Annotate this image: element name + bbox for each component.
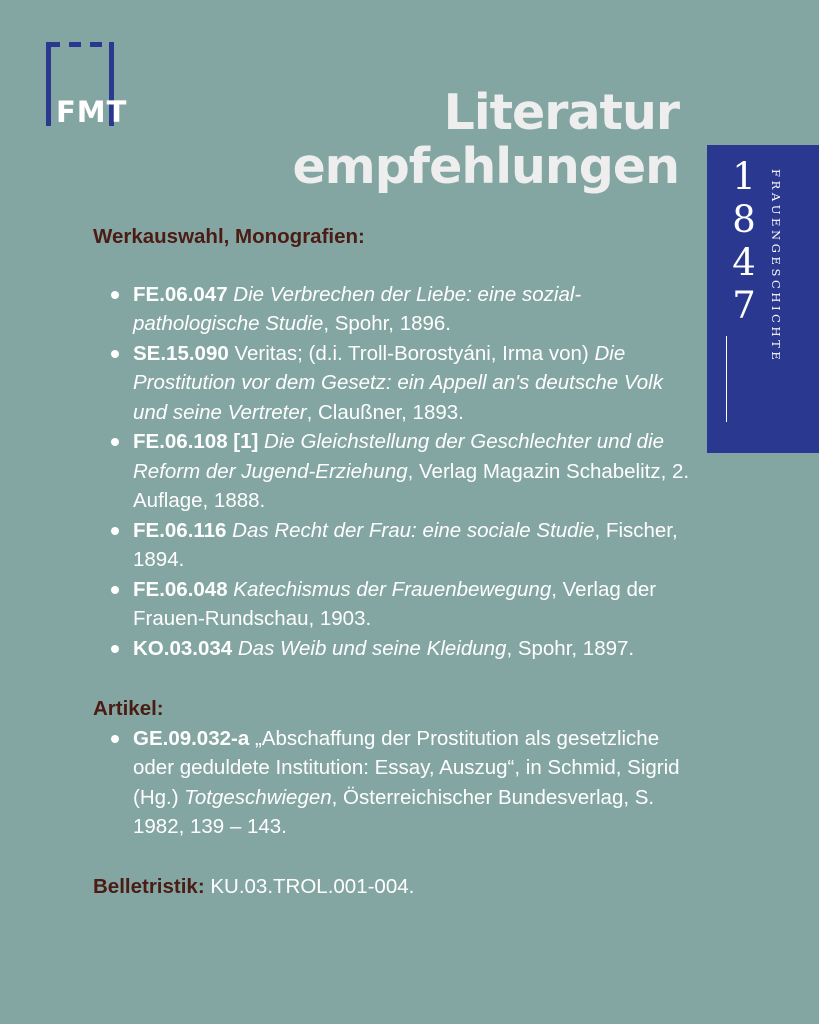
item-publication: , Verlag der Frauen-Rundschau, 1903.	[133, 577, 657, 630]
item-code: FE.06.108 [1]	[133, 430, 259, 453]
item-code: GE.09.032-a	[133, 726, 250, 750]
list-item	[93, 575, 693, 634]
logo-dash	[69, 42, 81, 47]
side-panel	[707, 145, 819, 453]
list-item	[93, 427, 693, 516]
belletristik-value: KU.03.TROL.001-004.	[210, 874, 415, 898]
artikel-list	[93, 724, 693, 842]
title-line-1: Literatur	[443, 84, 679, 141]
year-divider-line	[726, 336, 727, 422]
item-title: Das Weib und seine Kleidung	[237, 636, 507, 660]
fmt-logo	[46, 42, 128, 132]
item-code: FE.06.048	[133, 577, 228, 601]
item-code: FE.06.047	[133, 282, 228, 306]
list-item	[93, 724, 693, 842]
list-item	[93, 280, 693, 339]
belletristik-line	[93, 872, 693, 902]
item-publication: , Fischer, 1894.	[133, 518, 678, 571]
year-digit: 1	[732, 155, 756, 198]
logo-dash	[48, 42, 60, 47]
list-item	[93, 516, 693, 575]
item-title: Die Verbrechen der Liebe: eine sozial-pathologische Studie	[133, 282, 582, 335]
year-digit: 7	[732, 284, 756, 327]
item-publication: , Spohr, 1897.	[506, 636, 635, 660]
year-digit: 8	[732, 198, 756, 241]
item-publication: , Österreichischer Bundesverlag, S. 1982, 139 – 143.	[133, 785, 655, 838]
logo-dash	[90, 42, 102, 47]
item-title: Katechismus der Frauenbewegung	[233, 577, 552, 601]
artikel-heading: Artikel:	[93, 697, 164, 720]
logo-text: FMT	[56, 95, 128, 129]
monografien-heading: Werkauswahl, Monografien:	[93, 225, 365, 248]
item-title: Totgeschwiegen	[184, 785, 332, 809]
item-code: SE.15.090	[133, 341, 229, 365]
item-publication: , Claußner, 1893.	[306, 400, 464, 424]
item-author: Veritas; (d.i. Troll-Borostyáni, Irma von)	[234, 341, 595, 365]
content	[93, 222, 693, 901]
item-description: „Abschaffung der Prostitution als gesetzliche oder geduldete Institution: Essay, Auszug“, in Schmid, Sigrid (Hg.)	[133, 726, 680, 809]
list-item	[93, 634, 693, 664]
list-item	[93, 339, 693, 428]
item-title: Das Recht der Frau: eine sociale Studie	[232, 518, 595, 542]
year-digit: 4	[732, 241, 756, 284]
item-code: FE.06.116	[133, 518, 227, 542]
page-title	[292, 86, 679, 194]
belletristik-heading: Belletristik:	[93, 874, 205, 898]
item-code: KO.03.034	[133, 636, 233, 660]
item-publication: , Verlag Magazin Schabelitz, 2. Auflage, 1888.	[133, 459, 690, 512]
title-line-2: empfehlungen	[292, 138, 679, 195]
item-publication: , Spohr, 1896.	[323, 312, 451, 335]
monografien-list	[93, 280, 693, 664]
vertical-label: FRAUENGESCHICHTE	[769, 169, 783, 364]
item-title: Die Prostitution vor dem Gesetz: ein Appell an's deutsche Volk und seine Vertreter	[133, 341, 663, 424]
item-title: Die Gleichstellung der Geschlechter und die Reform der Jugend-Erziehung	[133, 430, 665, 483]
year-stack	[726, 155, 762, 327]
